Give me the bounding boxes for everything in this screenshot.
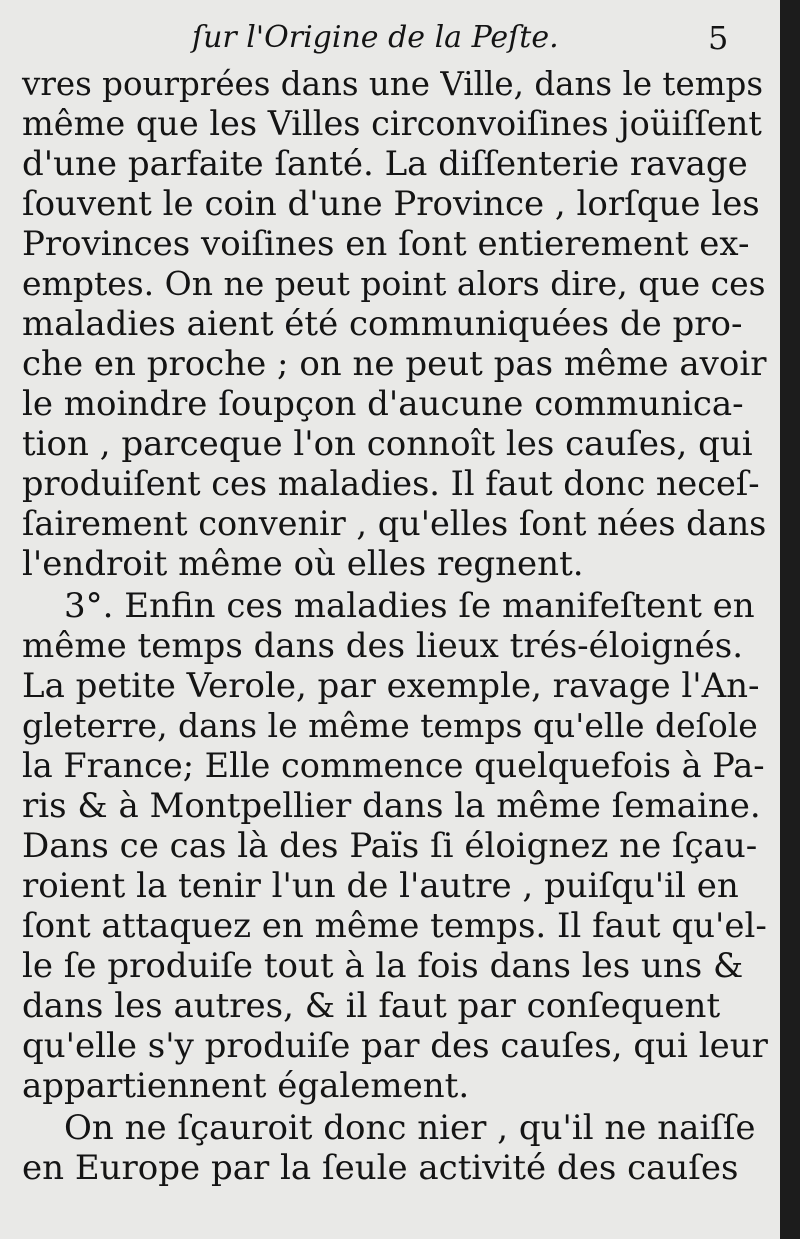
text-line: ſouvent le coin d'une Province , lorſque les bbox=[22, 184, 760, 224]
scan-edge bbox=[780, 0, 800, 1239]
text-line: gleterre, dans le même temps qu'elle deſole bbox=[22, 706, 758, 745]
text-line: vres pourprées dans une Ville, dans le temps bbox=[22, 65, 763, 103]
text-line: ſont attaquez en même temps. Il faut qu'el- bbox=[22, 906, 767, 946]
text-line: La petite Verole, par exemple, ravage l'An- bbox=[22, 666, 760, 706]
text-line: produiſent ces maladies. Il faut donc neceſ- bbox=[22, 464, 760, 503]
text-line: le ſe produiſe tout à la fois dans les uns & bbox=[22, 946, 744, 986]
running-head bbox=[0, 8, 780, 58]
page-number: 5 bbox=[708, 19, 729, 57]
text-line: Provinces voiſines en ſont entierement ex- bbox=[22, 224, 750, 264]
text-line: tion , parceque l'on connoît les cauſes, qui bbox=[22, 424, 753, 464]
text-line: maladies aient été communiquées de pro- bbox=[22, 304, 743, 344]
text-line: roient la tenir l'un de l'autre , puiſqu'il en bbox=[22, 866, 739, 906]
text-line: Dans ce cas là des Païs ſi éloignez ne ſçau- bbox=[22, 826, 758, 866]
text-line: On ne ſçauroit donc nier , qu'il ne naiſſe bbox=[64, 1108, 756, 1148]
text-line: ſairement convenir , qu'elles ſont nées dans bbox=[22, 504, 767, 543]
text-line: même que les Villes circonvoiſines joüiſſent bbox=[22, 104, 762, 143]
text-line: l'endroit même où elles regnent. bbox=[22, 544, 584, 584]
text-line: emptes. On ne peut point alors dire, que ces bbox=[22, 264, 766, 303]
text-line: che en proche ; on ne peut pas même avoir bbox=[22, 344, 767, 384]
text-line: dans les autres, & il faut par conſequent bbox=[22, 986, 721, 1026]
text-line: appartiennent également. bbox=[22, 1066, 470, 1106]
text-line: en Europe par la ſeule activité des cauſes bbox=[22, 1148, 739, 1188]
text-line: la France; Elle commence quelquefois à Pa- bbox=[22, 746, 765, 785]
text-line: ris & à Montpellier dans la même ſemaine. bbox=[22, 786, 761, 826]
text-line: le moindre ſoupçon d'aucune communica- bbox=[22, 384, 744, 424]
text-line: qu'elle s'y produiſe par des cauſes, qui leur bbox=[22, 1026, 768, 1066]
running-head-title: ſur l'Origine de la Peſte. bbox=[192, 20, 559, 55]
text-line: d'une parfaite ſanté. La diſſenterie ravage bbox=[22, 144, 748, 184]
text-line: même temps dans des lieux trés-éloignés. bbox=[22, 626, 744, 666]
text-line: 3°. Enfin ces maladies ſe manifeſtent en bbox=[64, 586, 755, 626]
